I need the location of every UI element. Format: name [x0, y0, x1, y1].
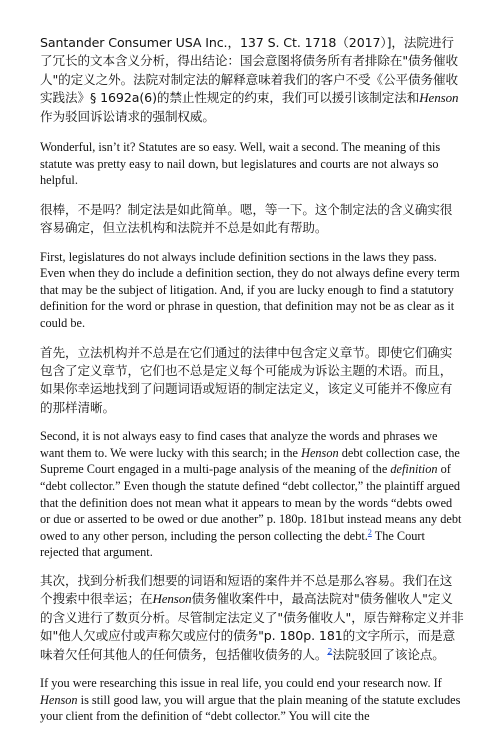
text: 作为驳回诉讼请求的强制权威。 [40, 108, 215, 124]
text: of “debt collector.” Even though the statute defined “debt collector,” the plaintiff argued that the definition does not mean what it appears to mean by the words “debts owed or due or asserted to be owed or due another” p. 180p. 181but instead means any debt owed to any other person, including the person collecting the debt. [40, 462, 462, 543]
paragraph-en-4: First, legislatures do not always include definition sections in the laws they pass. Even when they do include a definition section, they do not always define every term that may be the subject of litigation. And, if you are lucky enough to find a statutory definition for the word or phrase in question, that definition may not be as clear as it could be. [40, 249, 460, 330]
text: 债务催收案件中，最高法院对"债务催收人"定义的含义进行了数页分析。尽管制定法定义了"债务催收人"，原告辩称定义并非如"他人欠或应付或声称欠或应付的债务"p. 180p. 181的文字所示，而是意味着欠任何其他人的任何债务，包括催收债务的人。 [40, 591, 464, 662]
paragraph-zh-3: 很棒，不是吗？制定法是如此简单。嗯，等一下。这个制定法的含义确实很容易确定，但立法机构和法院并不总是如此有帮助。 [40, 201, 453, 236]
text: 其次，找到分析我们想要的词语和短语的案件并不总是那么容易。我们在这个搜索中很幸运；在 [40, 572, 453, 607]
text: The Court rejected that argument. [40, 528, 425, 560]
document-page [40, 34, 464, 737]
text: Second, it is not always easy to find cases that analyze the words and phrases we want them to. We were lucky with this search; in the [40, 429, 438, 460]
paragraph-zh-7 [40, 572, 464, 664]
text: Santander Consumer USA Inc.，137 S. Ct. 1718（2017）]，法院进行了冗长的文本含义分析，得出结论：国会意图将债务所有者排除在"债务催收人"的定义之外。法院对制定法的解释意味着我们的客户不受《公平债务催收实践法》§ 1692a(6)的禁止性规定的约束，我们可以援引该制定法和 [40, 35, 458, 106]
footnote-link[interactable]: 2 [367, 527, 372, 537]
paragraph-en-6 [40, 428, 464, 561]
paragraph-en-2: Wonderful, isn’t it? Statutes are so easy. Well, wait a second. The meaning of this statute was pretty easy to nail down, but legislatures and courts are not always so helpful. [40, 140, 441, 188]
text: If you were researching this issue in real life, you could end your research now. If [40, 676, 442, 690]
text: 法院驳回了该论点。 [332, 646, 445, 662]
paragraph-zh-1 [40, 34, 464, 126]
text: is still good law, you will argue that the plain meaning of the statute excludes your client from the definition of “debt collector.” You will cite the [40, 692, 461, 724]
footnote-link[interactable]: 2 [327, 646, 333, 656]
paragraph-en-8 [40, 675, 464, 725]
text: debt collection case, the Supreme Court engaged in a multi-page analysis of the meaning of the [40, 445, 460, 477]
paragraph-zh-5: 首先，立法机构并不总是在它们通过的法律中包含定义章节。即使它们确实包含了定义章节，它们也不总是定义每个可能成为诉讼主题的术语。而且，如果你幸运地找到了问题词语或短语的制定法定义，该定义可能并不像应有的那样清晰。 [40, 344, 453, 415]
case-name-italic: Henson [152, 591, 192, 607]
term-italic: definition [390, 462, 438, 477]
case-name-italic: Henson [419, 90, 459, 106]
case-name-italic: Henson [301, 445, 339, 460]
case-name-italic: Henson [40, 692, 78, 707]
